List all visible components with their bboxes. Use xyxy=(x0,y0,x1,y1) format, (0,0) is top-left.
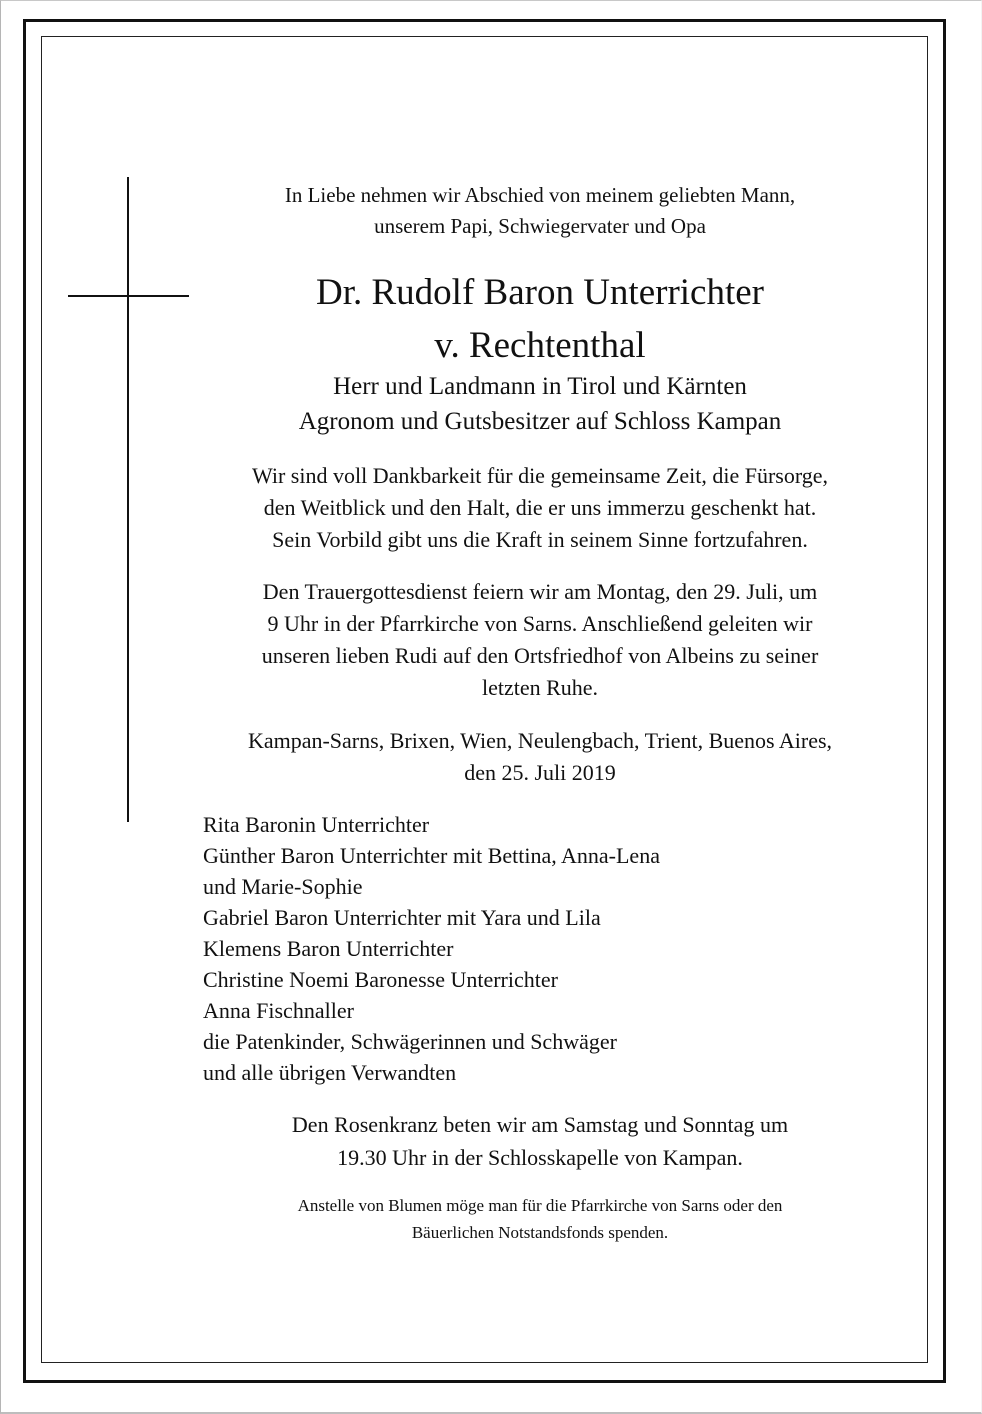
cross-horizontal-bar xyxy=(68,295,189,297)
service-line: unseren lieben Rudi auf den Ortsfriedhof von Albeins zu seiner xyxy=(261,643,819,668)
mourner-entry: Anna Fischnaller xyxy=(203,998,354,1023)
intro-text xyxy=(190,180,890,242)
title-line: Herr und Landmann in Tirol und Kärnten xyxy=(333,373,747,400)
mourner-entry: Günther Baron Unterrichter mit Bettina, Anna-Lena xyxy=(203,843,660,868)
deceased-name xyxy=(190,266,890,372)
mourner-entry: und Marie-Sophie xyxy=(203,874,363,899)
gratitude-line: den Weitblick und den Halt, die er uns immerzu geschenkt hat. xyxy=(263,495,817,520)
gratitude-line: Wir sind voll Dankbarkeit für die gemeinsame Zeit, die Fürsorge, xyxy=(251,463,829,488)
mourner-entry: und alle übrigen Verwandten xyxy=(203,1060,457,1085)
name-line: v. Rechtenthal xyxy=(434,325,646,366)
mourner-entry: Christine Noemi Baronesse Unterrichter xyxy=(203,967,558,992)
place-date xyxy=(190,725,890,789)
mourner-entry: Rita Baronin Unterrichter xyxy=(203,812,430,837)
mourner-entry: Klemens Baron Unterrichter xyxy=(203,936,454,961)
deceased-titles xyxy=(190,369,890,439)
service-line: letzten Ruhe. xyxy=(481,675,599,700)
donation-note xyxy=(190,1192,890,1246)
name-line: Dr. Rudolf Baron Unterrichter xyxy=(316,272,764,313)
donation-line: Bäuerlichen Notstandsfonds spenden. xyxy=(411,1223,669,1242)
gratitude-paragraph xyxy=(190,460,890,556)
funeral-service-paragraph xyxy=(190,576,890,704)
mourner-entry: Gabriel Baron Unterrichter mit Yara und Lila xyxy=(203,905,601,930)
service-line: 9 Uhr in der Pfarrkirche von Sarns. Anschließend geleiten wir xyxy=(267,611,813,636)
rosary-line: 19.30 Uhr in der Schlosskapelle von Kampan. xyxy=(337,1145,743,1170)
intro-line: unserem Papi, Schwiegervater und Opa xyxy=(374,214,706,238)
gratitude-line: Sein Vorbild gibt uns die Kraft in seinem Sinne fortzufahren. xyxy=(272,527,808,552)
place-line: Kampan-Sarns, Brixen, Wien, Neulengbach, Trient, Buenos Aires, xyxy=(247,728,833,753)
title-line: Agronom und Gutsbesitzer auf Schloss Kampan xyxy=(298,408,782,435)
rosary-paragraph xyxy=(190,1108,890,1174)
date-line: den 25. Juli 2019 xyxy=(464,760,616,785)
intro-line: In Liebe nehmen wir Abschied von meinem geliebten Mann, xyxy=(284,183,796,207)
donation-line: Anstelle von Blumen möge man für die Pfarrkirche von Sarns oder den xyxy=(297,1196,783,1215)
rosary-line: Den Rosenkranz beten wir am Samstag und Sonntag um xyxy=(291,1112,789,1137)
mourners-list xyxy=(203,809,803,1088)
mourner-entry: die Patenkinder, Schwägerinnen und Schwäger xyxy=(203,1029,617,1054)
service-line: Den Trauergottesdienst feiern wir am Montag, den 29. Juli, um xyxy=(262,579,818,604)
cross-vertical-bar xyxy=(127,177,129,822)
